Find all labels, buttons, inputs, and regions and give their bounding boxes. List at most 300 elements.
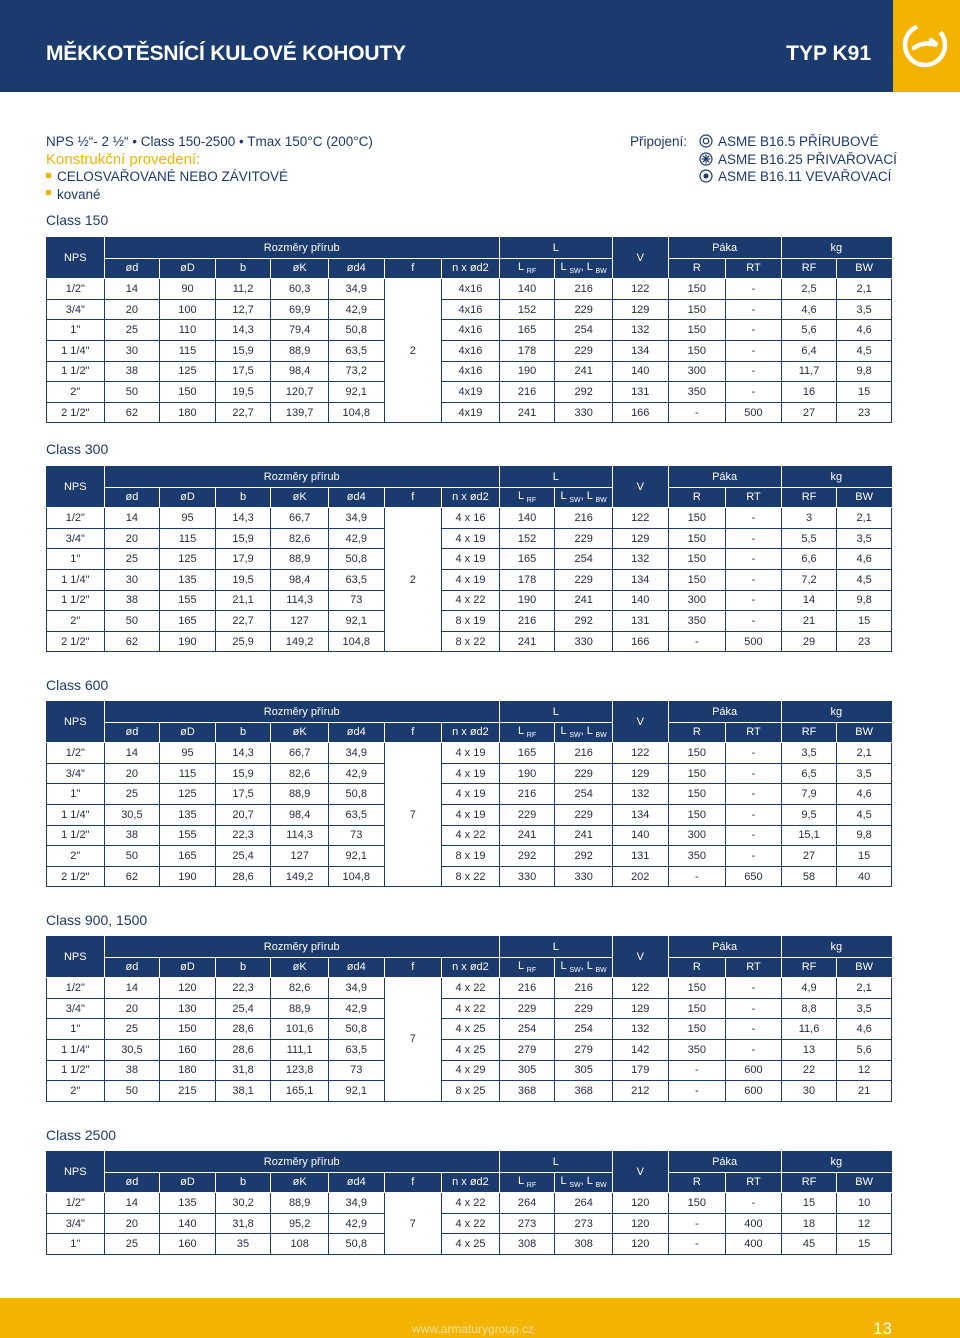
table-cell: 20 (104, 1213, 160, 1234)
table-cell: 229 (555, 299, 613, 320)
table-cell: 10 (837, 1193, 892, 1214)
table-cell: 650 (726, 866, 782, 887)
table-cell: 16 (781, 382, 837, 403)
table-cell: 15 (837, 1234, 892, 1255)
bullet-item: CELOSVAŘOVANÉ NEBO ZÁVITOVÉ (46, 168, 373, 186)
table-cell: 150 (668, 528, 726, 549)
table-cell: 165 (499, 320, 555, 341)
table-cell: - (668, 402, 726, 423)
table-cell: 7,2 (781, 569, 837, 590)
table-cell: 254 (555, 784, 613, 805)
table-cell: 50 (104, 846, 160, 867)
table-cell: 292 (555, 846, 613, 867)
table-cell: 62 (104, 402, 160, 423)
table-cell: 34,9 (328, 508, 384, 529)
table-cell: - (668, 866, 726, 887)
table-row (47, 508, 892, 529)
table-cell: 15,1 (781, 825, 837, 846)
col-header: ød4 (328, 258, 384, 279)
table-row (47, 340, 892, 361)
table-cell: 50 (104, 611, 160, 632)
table-cell: 29 (781, 631, 837, 652)
col-header: ød (104, 957, 160, 978)
table-cell: 3/4" (47, 528, 105, 549)
table-cell: 122 (612, 508, 668, 529)
table-cell: 152 (499, 299, 555, 320)
table-cell: 350 (668, 611, 726, 632)
table-cell: 14,3 (215, 508, 271, 529)
col-header: b (215, 487, 271, 508)
table-cell: 140 (612, 590, 668, 611)
table-cell: 38 (104, 590, 160, 611)
table-cell: 13 (781, 1039, 837, 1060)
table-cell: 38 (104, 825, 160, 846)
table-cell: 40 (837, 866, 892, 887)
table-cell: 160 (160, 1234, 216, 1255)
connection-item: ASME B16.5 PŘÍRUBOVÉ (699, 133, 879, 151)
table-cell: 216 (555, 279, 613, 300)
table-cell: 4,5 (837, 804, 892, 825)
table-cell: 229 (499, 804, 555, 825)
table-cell: 330 (555, 631, 613, 652)
website-link[interactable]: www.armaturygroup.cz (412, 1322, 535, 1336)
table-cell: 229 (555, 569, 613, 590)
col-kg-bw: BW (837, 957, 892, 978)
table-cell: 264 (499, 1193, 555, 1214)
table-cell: 368 (499, 1081, 555, 1102)
table-cell: 3,5 (837, 763, 892, 784)
table-cell: 4 x 25 (442, 1234, 500, 1255)
table-cell: 115 (160, 340, 216, 361)
table-cell: 180 (160, 402, 216, 423)
table-cell: 254 (555, 1019, 613, 1040)
table-row (47, 299, 892, 320)
table-cell: 27 (781, 402, 837, 423)
spec-line: NPS ½“- 2 ½“ • Class 150-2500 • Tmax 150°C (200°C) (46, 134, 373, 149)
table-cell: - (726, 279, 782, 300)
table-cell: 1" (47, 1019, 105, 1040)
table-row (47, 1019, 892, 1040)
table-cell: - (726, 528, 782, 549)
table-cell: 25 (104, 1019, 160, 1040)
table-cell: - (726, 320, 782, 341)
table-row (47, 804, 892, 825)
table-cell: 38 (104, 1060, 160, 1081)
col-group-kg: kg (781, 702, 891, 723)
col-v: V (612, 937, 668, 978)
table-cell: 69,9 (271, 299, 329, 320)
table-row (47, 1213, 892, 1234)
table-cell: 216 (555, 978, 613, 999)
table-cell: 135 (160, 1193, 216, 1214)
table-cell: 241 (555, 361, 613, 382)
table-cell: 11,7 (781, 361, 837, 382)
col-group-kg: kg (781, 1152, 891, 1173)
table-row (47, 569, 892, 590)
table-cell: 110 (160, 320, 216, 341)
table-cell: 122 (612, 743, 668, 764)
table-cell: 50,8 (328, 320, 384, 341)
col-group-rozmery: Rozměry přírub (104, 238, 499, 259)
col-nps: NPS (47, 467, 105, 508)
col-nps: NPS (47, 937, 105, 978)
table-cell: 190 (499, 590, 555, 611)
col-group-paka: Páka (668, 238, 781, 259)
table-cell: 5,6 (781, 320, 837, 341)
table-cell: 216 (499, 784, 555, 805)
table-cell: 9,8 (837, 361, 892, 382)
table-cell: 4,6 (837, 784, 892, 805)
table-cell: 35 (215, 1234, 271, 1255)
table-cell: 165 (160, 846, 216, 867)
table-cell: 4 x 22 (442, 825, 500, 846)
table-cell: 279 (555, 1039, 613, 1060)
col-l-rf: L $_{RF}$ (499, 1172, 555, 1193)
table-cell: 3,5 (781, 743, 837, 764)
col-r: R (668, 957, 726, 978)
table-cell: 123,8 (271, 1060, 329, 1081)
table-cell: 6,4 (781, 340, 837, 361)
table-cell: 92,1 (328, 611, 384, 632)
table-cell: 14 (104, 279, 160, 300)
table-cell: - (726, 1039, 782, 1060)
table-cell: 129 (612, 763, 668, 784)
col-kg-bw: BW (837, 1172, 892, 1193)
col-l-rf: L $_{RF}$ (499, 722, 555, 743)
table-cell: 14 (104, 1193, 160, 1214)
table-cell: 63,5 (328, 804, 384, 825)
table-cell: - (726, 998, 782, 1019)
table-cell: 63,5 (328, 1039, 384, 1060)
col-header: b (215, 722, 271, 743)
table-cell: 111,1 (271, 1039, 329, 1060)
table-cell: 2" (47, 382, 105, 403)
table-cell: - (726, 825, 782, 846)
table-cell: 21 (781, 611, 837, 632)
col-header: n x ød2 (442, 487, 500, 508)
table-cell-f: 2 (384, 279, 442, 423)
table-cell: - (726, 784, 782, 805)
table-cell: 165 (499, 549, 555, 570)
table-cell: 216 (499, 978, 555, 999)
table-cell: 140 (612, 825, 668, 846)
table-cell: 1/2" (47, 978, 105, 999)
table-cell: 1" (47, 784, 105, 805)
table-cell: 216 (499, 382, 555, 403)
table-cell: 4,5 (837, 569, 892, 590)
table-cell: 42,9 (328, 998, 384, 1019)
table-cell: 134 (612, 804, 668, 825)
table-cell: 202 (612, 866, 668, 887)
table-cell: 1 1/4" (47, 340, 105, 361)
flange-icon (699, 134, 713, 148)
table-cell: 25,4 (215, 846, 271, 867)
table-cell: 95,2 (271, 1213, 329, 1234)
table-cell: - (726, 1193, 782, 1214)
table-cell: 2" (47, 1081, 105, 1102)
table-cell: 4x19 (442, 382, 500, 403)
table-cell: 215 (160, 1081, 216, 1102)
table-cell: 42,9 (328, 1213, 384, 1234)
table-cell: 330 (555, 402, 613, 423)
table-cell: 254 (499, 1019, 555, 1040)
table-cell: 150 (668, 340, 726, 361)
table-cell: 131 (612, 611, 668, 632)
col-nps: NPS (47, 1152, 105, 1193)
table-cell: 150 (668, 299, 726, 320)
col-header: øK (271, 487, 329, 508)
col-kg-bw: BW (837, 258, 892, 279)
table-row (47, 1234, 892, 1255)
col-header: n x ød2 (442, 258, 500, 279)
table-cell: 1/2" (47, 743, 105, 764)
table-cell: 179 (612, 1060, 668, 1081)
table-cell: 292 (555, 382, 613, 403)
table-cell: 42,9 (328, 763, 384, 784)
table-row (47, 866, 892, 887)
table-cell: 98,4 (271, 569, 329, 590)
table-cell: 31,8 (215, 1060, 271, 1081)
table-cell: 165 (160, 611, 216, 632)
table-cell-f: 7 (384, 978, 442, 1102)
table-cell: 150 (668, 320, 726, 341)
table-cell: 2" (47, 611, 105, 632)
table-cell: 2 1/2" (47, 866, 105, 887)
col-header: øD (160, 957, 216, 978)
table-cell: 88,9 (271, 549, 329, 570)
col-header: b (215, 957, 271, 978)
table-cell: 400 (726, 1213, 782, 1234)
table-cell: 241 (499, 631, 555, 652)
table-cell: 131 (612, 382, 668, 403)
table-cell: 3,5 (837, 528, 892, 549)
table-cell: 30,2 (215, 1193, 271, 1214)
col-header: øD (160, 722, 216, 743)
table-cell: 4x16 (442, 299, 500, 320)
table-cell: 135 (160, 569, 216, 590)
logo-icon (901, 21, 949, 69)
col-header: ød (104, 258, 160, 279)
table-cell: 241 (555, 825, 613, 846)
table-cell: 300 (668, 361, 726, 382)
table-cell: 22,7 (215, 402, 271, 423)
table-row (47, 998, 892, 1019)
table-cell: 66,7 (271, 743, 329, 764)
table-cell: 14 (104, 978, 160, 999)
table-cell: 98,4 (271, 361, 329, 382)
table-cell: 98,4 (271, 804, 329, 825)
table-cell: 4 x 19 (442, 804, 500, 825)
table-cell: 150 (668, 784, 726, 805)
col-group-paka: Páka (668, 702, 781, 723)
class-title: Class 300 (46, 441, 109, 457)
table-cell: 140 (160, 1213, 216, 1234)
col-rt: RT (726, 487, 782, 508)
table-cell: 140 (499, 279, 555, 300)
design-heading: Konstrukční provedení: (46, 150, 201, 168)
table-cell: 3/4" (47, 763, 105, 784)
table-cell: 1/2" (47, 279, 105, 300)
table-cell: 15,9 (215, 340, 271, 361)
table-cell: - (668, 1213, 726, 1234)
table-cell: - (726, 846, 782, 867)
table-cell: - (726, 763, 782, 784)
table-cell: 104,8 (328, 402, 384, 423)
col-group-kg: kg (781, 937, 891, 958)
col-header: ød (104, 1172, 160, 1193)
table-cell: 149,2 (271, 631, 329, 652)
col-header: b (215, 258, 271, 279)
table-cell: 4 x 19 (442, 743, 500, 764)
table-cell: 131 (612, 846, 668, 867)
table-cell: 229 (555, 804, 613, 825)
table-cell: 22,7 (215, 611, 271, 632)
table-cell: 4 x 25 (442, 1019, 500, 1040)
col-kg-rf: RF (781, 487, 837, 508)
table-cell: 14,3 (215, 320, 271, 341)
col-r: R (668, 487, 726, 508)
table-cell: 2 1/2" (47, 631, 105, 652)
col-l-sw-bw: L $_{SW}$, L $_{BW}$ (555, 1172, 613, 1193)
table-cell: 229 (555, 340, 613, 361)
table-cell: 28,6 (215, 866, 271, 887)
table-row (47, 402, 892, 423)
table-cell: 2,1 (837, 279, 892, 300)
table-cell: 17,5 (215, 784, 271, 805)
table-cell: 82,6 (271, 528, 329, 549)
table-cell: 95 (160, 508, 216, 529)
table-cell: 3 (781, 508, 837, 529)
bullet-item: kované (46, 186, 373, 204)
table-cell: 115 (160, 763, 216, 784)
table-cell: 15,9 (215, 528, 271, 549)
table-cell: 4 x 19 (442, 784, 500, 805)
table-cell: 150 (668, 279, 726, 300)
table-cell: 2,1 (837, 743, 892, 764)
col-l-rf: L $_{RF}$ (499, 258, 555, 279)
table-cell: 212 (612, 1081, 668, 1102)
table-cell: - (726, 590, 782, 611)
table-cell: 150 (160, 1019, 216, 1040)
table-cell: 600 (726, 1081, 782, 1102)
dimension-table (46, 466, 892, 652)
col-group-paka: Páka (668, 467, 781, 488)
table-cell: - (726, 549, 782, 570)
table-cell: 216 (499, 611, 555, 632)
col-nps: NPS (47, 238, 105, 279)
table-cell: 9,8 (837, 825, 892, 846)
table-cell: 20 (104, 763, 160, 784)
table-row (47, 549, 892, 570)
table-cell: 19,5 (215, 382, 271, 403)
table-cell: 92,1 (328, 382, 384, 403)
table-cell: 3,5 (837, 299, 892, 320)
table-cell: 152 (499, 528, 555, 549)
table-cell: 1 1/4" (47, 804, 105, 825)
page-footer (0, 1298, 960, 1338)
col-header: f (384, 722, 442, 743)
table-cell: 5,6 (837, 1039, 892, 1060)
table-cell: 4 x 16 (442, 508, 500, 529)
table-cell: - (726, 569, 782, 590)
table-cell: 20,7 (215, 804, 271, 825)
table-cell: 9,5 (781, 804, 837, 825)
col-r: R (668, 1172, 726, 1193)
table-cell: 166 (612, 402, 668, 423)
col-kg-bw: BW (837, 722, 892, 743)
table-cell: 50,8 (328, 1234, 384, 1255)
table-cell: 216 (555, 508, 613, 529)
table-cell: 120,7 (271, 382, 329, 403)
table-cell: 142 (612, 1039, 668, 1060)
table-cell: 23 (837, 402, 892, 423)
table-cell: 150 (668, 508, 726, 529)
table-cell: - (726, 743, 782, 764)
table-cell: 17,5 (215, 361, 271, 382)
table-cell: 273 (499, 1213, 555, 1234)
table-cell-f: 2 (384, 508, 442, 652)
table-cell: 330 (555, 866, 613, 887)
col-group-l: L (499, 467, 612, 488)
table-cell: 15 (781, 1193, 837, 1214)
table-cell: 2" (47, 846, 105, 867)
table-cell: 8,8 (781, 998, 837, 1019)
table-cell: 31,8 (215, 1213, 271, 1234)
table-cell: 25,9 (215, 631, 271, 652)
table-cell: 63,5 (328, 340, 384, 361)
table-cell: 149,2 (271, 866, 329, 887)
table-cell: 4 x 22 (442, 998, 500, 1019)
table-cell: 4,6 (837, 549, 892, 570)
page-title: MĚKKOTĚSNÍCÍ KULOVÉ KOHOUTY (46, 42, 406, 65)
col-group-rozmery: Rozměry přírub (104, 1152, 499, 1173)
page-number: 13 (873, 1319, 892, 1338)
table-cell: 104,8 (328, 866, 384, 887)
table-cell: 3,5 (837, 998, 892, 1019)
col-kg-rf: RF (781, 957, 837, 978)
table-cell: 50,8 (328, 1019, 384, 1040)
table-cell: 114,3 (271, 825, 329, 846)
table-row (47, 825, 892, 846)
table-cell: 15 (837, 382, 892, 403)
table-cell: 279 (499, 1039, 555, 1060)
table-cell: 178 (499, 569, 555, 590)
table-cell: 4 x 19 (442, 549, 500, 570)
table-cell: 500 (726, 631, 782, 652)
col-header: n x ød2 (442, 957, 500, 978)
col-l-sw-bw: L $_{SW}$, L $_{BW}$ (555, 722, 613, 743)
col-rt: RT (726, 957, 782, 978)
table-cell: 125 (160, 361, 216, 382)
table-cell: 34,9 (328, 978, 384, 999)
table-cell: 350 (668, 382, 726, 403)
col-header: ød (104, 722, 160, 743)
table-cell: 4x16 (442, 361, 500, 382)
table-cell: - (668, 1060, 726, 1081)
table-cell: 134 (612, 340, 668, 361)
table-cell: 120 (160, 978, 216, 999)
col-header: ød4 (328, 957, 384, 978)
table-cell: 20 (104, 299, 160, 320)
dimension-table (46, 936, 892, 1102)
col-group-rozmery: Rozměry přírub (104, 702, 499, 723)
col-v: V (612, 238, 668, 279)
col-header: øD (160, 1172, 216, 1193)
col-header: øK (271, 258, 329, 279)
table-cell: 114,3 (271, 590, 329, 611)
table-row (47, 1039, 892, 1060)
table-row (47, 743, 892, 764)
